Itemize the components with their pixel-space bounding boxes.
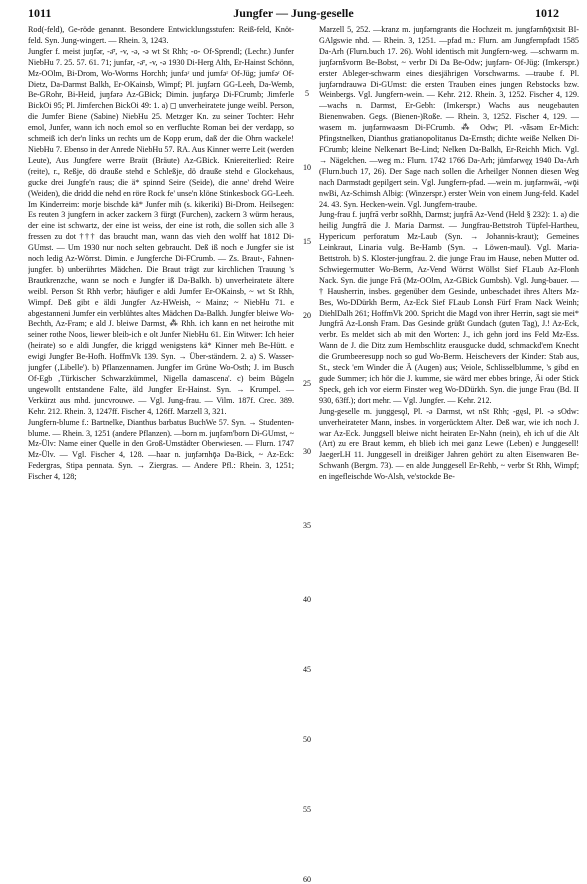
entry-paragraph: Jungfern-blume f.: Bartnelke, Dianthus barbatus BuchWe 57. Syn. → Studenten-blume. — Rhein. 3, 1251 (andere Pflanzen). —born m. juŋfərn'born Di-GUmst, ~ Mz-Ülv: Name einer Quelle in den Groß-Umstädter Oberwiesen. — Flurn. 1747 Mz-Ülv. — Vgl. Fischer 4, 128. —haar n. juŋfərnhǭə Da-Bick, ~ Az-Eck: Federgras, Stipa pennata. Syn. → Ziergras. — Andere Pfl.: Rhein. 3, 1251; Fischer 4, 128; [28, 417, 294, 482]
right-column [319, 25, 579, 863]
page-number-right: 1012 [535, 6, 559, 20]
entry-paragraph: Jung-frau f. juŋfrā verbr soRhh, Darmst; juŋfrā Az-Vend (Held § 232): 1. a) die heilig Jungfrā die J. Maria Darmst. — Jungfrau-Bettstroh Tüpfel-Hartheu, Hypericum perforatum Mz-Laub (Syn. → Johannis-kraut); Gemeines Leinkraut, Linaria vulg. Be-Hamb (Syn. → Löwen-maul). Vgl. Maria-Bettstroh. b) S. Kloster-jungfrau. 2. die junge Frau im Hause, neben Mutter od. Schwiegermutter Wo-Berm, Az-Vend Wörrst Wöllst Sief FLaub Az-Flonh Nack. Syn. die junge Frā (Mz-OOlm, Az-GBick Gumbsh). Vgl. Jung-bauer. — † Hausherrin, insbes. gegenüber dem Gesinde, unbeschadet ihres Alters Mz-Bes, Wo-DDürkh Berm, Az-Eck Sief FLaub Lonsh Fürf Fram Nack Weinh; DiehlDalh 261; HoffmVk 200. Spricht die Magd von ihrer Herrin, sagt sie mei* Jungfrā Az-Lonsh Fram. Das Gesinde grüßt Gundach (guten Tag), J.! Az-Eck, verbr. Es meldet sich ab mit den Worten: J., ich gehn jord ins Feld Mz-Ess. Wann de J. die Ditz zum Hembschlitz erausgucke dudd, schmackd'em Knecht die Grumbeeresupp noch so gud Wo-Berm. Heischevers der Kinder: Stab aus, St., steck 'em Winder die Ä (Augen) aus; Veiole, Schlisselblumme, 's gibd en gude Summer; ich hör die J. kumme, sie wärd mer ebbes bringe, Äi oder Stick Speck, geh ich vor eierm Finster weg Wo-DDürkh. Syn. die junge Frau (Bd. II 930, 63ff.); dort mehr. — Vgl. Jungfer. — Kehr. 212. [319, 210, 579, 405]
line-number: 5 [305, 89, 309, 98]
page-number-left: 1011 [28, 6, 52, 20]
line-number: 25 [303, 379, 311, 388]
entry-paragraph: Jung-geselle m. junggesǫl, Pl. -ə Darmst, wt nSt Rhh; -gęsl, Pl. -ə sOdw: unverheirateter Mann, insbes. in vorgerücktem Alter. Deß war, wie ich noch J. war Az-Eck. Junggsell bleiwe nicht heiraten Er-Nahn (nein), eh ich uf die Alt (Art) zu ere Braut kemm, eh blieb ich mei ganz Lewe (Leben) e Junggesell! JaegerLH 11. Junggesell in dreißiger Jahren gehört zu alten Eisenwaren Be-Schwanh (Bergm. 73). — en alde Junggesell Er-Rehb, ~ verbr St Rhh, Wimpf; en ingefleischde Wo-Alsh, ve'stockde Be- [319, 406, 579, 482]
left-column [28, 25, 294, 863]
line-number: 50 [303, 735, 311, 744]
line-number: 15 [303, 237, 311, 246]
line-number: 35 [303, 521, 311, 530]
line-number: 55 [303, 805, 311, 814]
line-number: 10 [303, 163, 311, 172]
line-number: 45 [303, 665, 311, 674]
line-number: 30 [303, 447, 311, 456]
entry-paragraph: Rod(-feld), Ge-röde genannt. Besondere Entwicklungsstufen: Reiß-feld, Knöt-feld. Syn. Jung-wingert. — Rhein. 3, 1243. [28, 25, 294, 45]
line-number: 60 [303, 875, 311, 884]
running-title: Jungfer — Jung-geselle [233, 6, 354, 20]
entry-paragraph: Jungfer f. meist juŋfər, -ə̄ʳ, -v, -ə, -ə wt St Rhh; -o- Of-Sprendl; (Lechr.) Junfer NiebHu 7. 25. 57. 61. 71; junfər, -ə̄ʳ, -v, -ə 1930 Di-Herg Alth, Er-Hainst Schönn, Mz-OOlm, Bi-Drom, Wo-Worms Horchh; junfəʳ und jumfəʳ Of-Jüg; jumfəʳ Of-Dietz, Da-Darmst Balkh, Er-OKainsb, Wimpf; Pl. juŋfərn GG-Leeh, Da-Wemb, Be-GRohr, Bi-Heid, juŋfərə Az-GBick; Dimin. juŋfərχə Di-FCrumb; Jimferle BickOi 95; Pl. Jimferchen BickOi 49: 1. a) ◻ unverheiratete junge weibl. Person, die Jumfer Biene (Sabine) NiebHu 25. Metzger Kn. zu seiner Tochter: Hehr emol, Junfer, wann ich noch emol so en verfluchte Roman bei der verdapp, so schmeiß ich der'n links un rechts um de Kopp erum, daß der die Ohrn wackele! NiebHu 7. Ebenso in der Anrede NiebHu 57. RA. Aus Kinner werre Leit (werden Leute), Aus Jungfere werre Braüt (Bräute) Az-GBick. Kniereiterlied: Reire (reite), r., Reßje, dö drauße stehd e Schleßje, dö drauße stehd e Glockehaus, gucke drei Jungfe'n raus; die ä* spinnd Seire (Seide), die anne' drehd Weire (Weiden), die dridd die nehd en röre Rock fe' unse'n klöne Stinkesbock GG-Leeh. Im Kinderreim: morje bischde kä* Junfer mih (s. kikeriki) Bi-Drom. Heilsegen: Es reuten 3 jungfern in acker zackern 3 fürgt (Furchen), zackern 3 würm heraus, der eine ist schwartz, der eine ist weiss, der eine ist roth, die sollen sich alle 3 fressen zu dot ††† das braucht man, wann das vieh den wolff hat 1812 Di-GUmst. — Um 1930 nur noch selten gebraucht. Deß iß noch e Jungfer sie ist noch ledig Az-Wörrst. Dimin. e Jungferche Di-FCrumb. — Zs. Braut-, Fahnen-jungfer. b) unberührtes Mädchen. Die Braut trägt zur kirchlichen Trauung 's Brautkrenzche, wann se noch e Jungfer iß Da-Balkh. b) unverheiratete ältere weibl. Person St Rhh verbr; häufiger e aldi Jumfer Er-OKainsb, ~ wt St Rhh, Wimpf. Deß gibt e äldi Jungfer Az-HWeish, ~ Mainz; ~ NiebHu 71. e abgestanneni Jumfer ein verblühtes altes Mädchen Da-Balkh. Jungfer bleiwe Wo-Bechth, Az-Fram; e ald J. bleiwe Darmst, ⁂ Rhh. ich kann en net heirothe mit seiner rothe Noos, liewer bleib-ich e olt Junfer NiebHu 61. Ein Witwer: Ich heier (heirate) so e aldi Jungfer, die kriggd wenigstens kä* Kinner meh Be-Hütt. e ewigi Jungfer Be-Hofh. HoffmVk 139. Syn. → Über-ständern. 2. a) S. Wasser-jungfer (‚Libelle'). b) Pflanzennamen. Jungfer im Grüne Wo-Osth; J. im Busch Of-Egb ‚Türkischer Schwarzkümmel, Nigella damascena'. c) beim Bügeln ungewollt entstandene Falte, äld Jungfer Er-Hainst. Syn. → Krumpel. — Verkürzt aus mhd. juncvrouwe. — Vgl. Jung-frau. — Vilm. 187f. Crec. 389. Kehr. 212. Rhein. 3, 1247ff. Fischer 4, 126ff. Marzell 3, 321. [28, 46, 294, 416]
line-number: 20 [303, 311, 311, 320]
page-header [28, 6, 559, 24]
entry-paragraph: Marzell 5, 252. —kranz m. juŋfərngrants die Hochzeit m. jungfərnɦǭxtsit BI-GAlgswie nhd. — Rhein. 3, 1251. —pfad m.: Flurn. am Jungfernpfadt 1585 Da-Arh (Flurn.buch 17. 26). Wohl identisch mit Jungfern-weg. —schwarm m. juŋfərnšvorm Be-Bobst, ~ verbr Di Da Be-Odw; juŋfərn- Of-Jüg: (Imkerspr.) erster Ableger-schwarm eines diesjährigen Vorschwarms. —traube f. Pl. juŋfərndrauwə Di-GUmst: die ersten Trauben eines jungen Rebstocks bzw. Weinbergs. Vgl. Jungfern-wein. — Kehr. 212. Rhein. 3, 1252. Fischer 4, 129. —wachs n. Darmst, Er-Gebh: (Imkerspr.) Wachs aus neugebauten Bienenwaben. Gegs. (Bienen-)Roße. — Rhein. 3, 1252. Fischer 4, 129. —wasem m. juŋfərnwaəsm Di-FCrumb. ⁂ Odw; Pl. -vǟsəm Er-Mich: Pfingstnelken, Dianthus gratianopolitanus Da-Ernsth; dichte weiße Nelken Di-FCrumb; kleine Nelkenart Be-Lind; Nelken Da-Balkh, Er-Reichh Mich. Vgl. → Nägelchen. —weg m.: Flurn. 1742 1766 Da-Arh; jümfərwęχ 1940 Da-Arh (Flurn.buch 17, 26). Der Sage nach sollen die Arheilger Nonnen diesen Weg nach Darmstadt gepilgert sein. Vgl. Jungfern-pfad. —wein m. juŋfərnwāi, -wǭi nwBi, Az-Schimsh Albig: (Winzerspr.) erster Wein von einem Jung-feld. Kadel 24. 43. Syn. Hecken-wein. Vgl. Jungfern-traube. [319, 25, 579, 209]
line-number: 40 [303, 595, 311, 604]
line-number-gutter [296, 25, 318, 884]
